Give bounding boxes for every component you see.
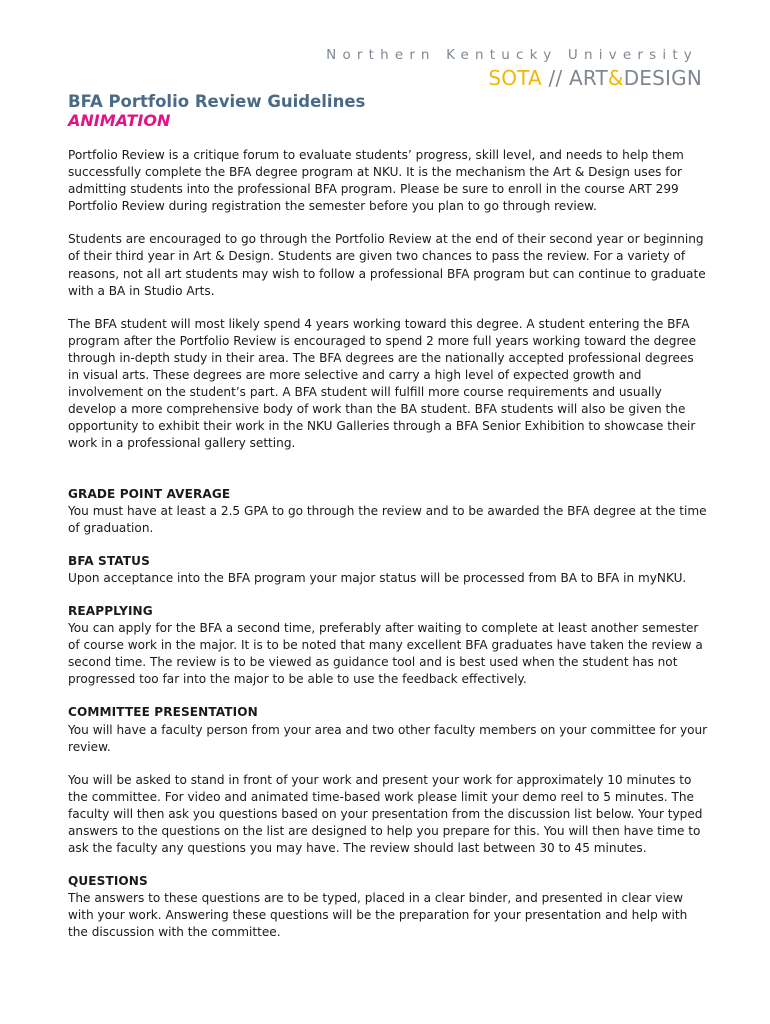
intro-paragraph: The BFA student will most likely spend 4 years working toward this degree. A student entering the BFA program after the Portfolio Review is encouraged to spend 2 more full years working toward the degree through in-depth study in their area. The BFA degrees are the nationally accepted professional degrees in visual arts. These degrees are more selective and carry a high level of expected growth and involvement on the student’s part. A BFA student will fulfill more course requirements and usually develop a more comprehensive body of work than the BA student. BFA students will also be given the opportunity to exhibit their work in the NKU Galleries through a BFA Senior Exhibition to showcase their work in a professional gallery setting. <box>68 316 697 451</box>
intro-paragraph: Portfolio Review is a critique forum to evaluate students’ progress, skill level, and needs to help them successfully complete the BFA degree program at NKU. It is the mechanism the Art & Design uses for admitting students into the professional BFA program. Please be sure to enroll in the course ART 299 Portfolio Review during registration the semester before you plan to go through review. <box>68 148 684 214</box>
logo-sota: SOTA <box>488 66 542 90</box>
section-paragraph: You will be asked to stand in front of your work and present your work for approximately 10 minutes to the committee. For video and animated time-based work please limit your demo reel to 5 minutes. The faculty will then ask you questions based on your presentation from the discussion list below. Your typed answers to the questions on the list are designed to help you prepare for this. You will then have time to ask the faculty any questions you may have. The review should last between 30 to 45 minutes. <box>68 772 703 856</box>
logo-art: ART <box>568 66 608 90</box>
sota-art-design-logo <box>488 66 702 90</box>
section-heading: QUESTIONS <box>68 874 148 889</box>
logo-ampersand: & <box>607 66 624 90</box>
section-committee-presentation <box>68 704 708 857</box>
university-name: Northern Kentucky University <box>326 47 698 63</box>
section-heading: REAPPLYING <box>68 603 153 618</box>
document-subtitle: ANIMATION <box>68 111 171 130</box>
document-body <box>68 147 708 958</box>
section-heading: GRADE POINT AVERAGE <box>68 486 231 501</box>
section-spacer <box>68 469 708 486</box>
logo-design: DESIGN <box>623 66 702 90</box>
section-reapplying <box>68 603 708 688</box>
section-paragraph: You must have at least a 2.5 GPA to go through the review and to be awarded the BFA degree at the time of graduation. <box>68 503 707 535</box>
section-heading: COMMITTEE PRESENTATION <box>68 705 258 720</box>
section-paragraph: The answers to these questions are to be typed, placed in a clear binder, and presented in clear view with your work. Answering these questions will be the preparation for your presentation and help with the discussion with the committee. <box>68 891 688 940</box>
section-gpa <box>68 486 708 537</box>
section-questions <box>68 873 708 941</box>
section-heading: BFA STATUS <box>68 553 150 568</box>
section-paragraph: Upon acceptance into the BFA program your major status will be processed from BA to BFA in myNKU. <box>68 570 687 585</box>
intro-paragraph: Students are encouraged to go through the Portfolio Review at the end of their second year or beginning of their third year in Art & Design. Students are given two chances to pass the review. For a variety of reasons, not all art students may wish to follow a professional BFA program but can continue to graduate with a BA in Studio Arts. <box>68 232 706 298</box>
section-paragraph: You can apply for the BFA a second time, preferably after waiting to complete at least another semester of course work in the major. It is to be noted that many excellent BFA graduates have taken the review a second time. The review is to be viewed as guidance tool and is best used when the student has not progressed too far into the major to be able to use the feedback effectively. <box>68 621 703 687</box>
section-bfa-status <box>68 553 708 587</box>
logo-slashes: // <box>541 66 569 90</box>
section-paragraph: You will have a faculty person from your area and two other faculty members on your committee for your review. <box>68 722 708 754</box>
document-title: BFA Portfolio Review Guidelines <box>68 92 366 111</box>
